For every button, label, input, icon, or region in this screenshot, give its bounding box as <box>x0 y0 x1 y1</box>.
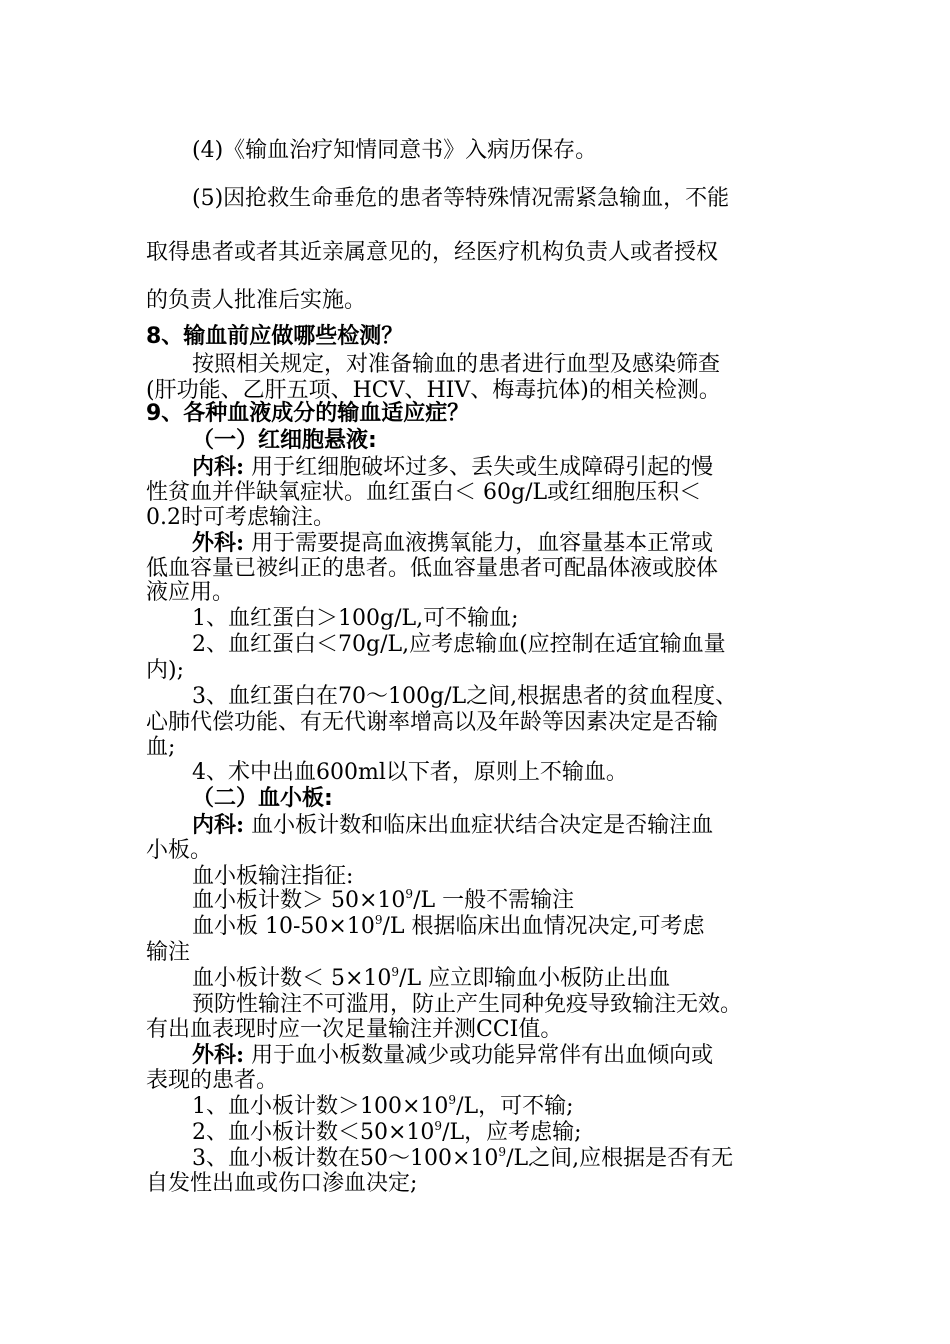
section-2-item-3-line-1: 3、血小板计数在$50\sim 100\times 10^9/L$之间,应根据是否有无 <box>192 1145 734 1171</box>
question-9-heading: 9、各种血液成分的输血适应症？ <box>146 401 470 426</box>
section-2-item-1: 1、血小板计数$>100\times 10^9/L$，可不输; <box>192 1093 574 1119</box>
section-1-heading: （一）红细胞悬液: <box>192 428 377 453</box>
paragraph-5-line-2: 取得患者或者其近亲属意见的，经医疗机构负责人或者授权 <box>146 240 719 265</box>
section-1-item-4: 4、术中出血600ml以下者，原则上不输血。 <box>192 760 628 785</box>
prevention-line-2: 有出血表现时应一次足量输注并测CCI值。 <box>146 1017 563 1042</box>
section-1-surgery-line-1: 外科: 用于需要提高血液携氧能力，血容量基本正常或 <box>192 530 714 556</box>
section-1-surgery-line-3: 液应用。 <box>146 580 235 605</box>
section-1-item-3-line-3: 血; <box>146 735 176 760</box>
paragraph-4: (4)《输血治疗知情同意书》入病历保存。 <box>192 138 598 163</box>
platelet-indication-3: 血小板计数＜ $5\times 10^9/L$ 应立即输血小板防止出血 <box>192 965 671 991</box>
section-1-item-1: 1、血红蛋白＞100g/L,可不输血; <box>192 606 519 631</box>
question-8-line-1: 按照相关规定，对准备输血的患者进行血型及感染筛查 <box>192 352 721 377</box>
internal-medicine-label: 内科: <box>192 812 245 838</box>
section-2-surgery-line-1: 外科: 用于血小板数量减少或功能异常伴有出血倾向或 <box>192 1042 714 1068</box>
surgery-label: 外科: <box>192 1042 245 1068</box>
section-2-surgery-line-2: 表现的患者。 <box>146 1068 279 1093</box>
section-1-item-3-line-1: 3、血红蛋白在70～100g/L之间,根据患者的贫血程度、 <box>192 684 738 709</box>
section-2-item-2: 2、血小板计数$<50\times 10^9/L$，应考虑输; <box>192 1119 582 1145</box>
section-1-item-2-line-1: 2、血红蛋白＜70g/L,应考虑输血(应控制在适宜输血量 <box>192 632 726 657</box>
platelet-indication-2-line-1: 血小板 $10-50\times 10^9/L$ 根据临床出血情况决定,可考虑 <box>192 913 705 939</box>
question-8-line-2: (肝功能、乙肝五项、HCV、HIV、梅毒抗体)的相关检测。 <box>146 378 721 403</box>
platelet-indication-2-line-2: 输注 <box>146 940 191 965</box>
section-1-item-2-line-2: 内); <box>146 658 184 683</box>
paragraph-5-line-3: 的负责人批准后实施。 <box>146 288 367 313</box>
internal-medicine-label: 内科: <box>192 454 245 480</box>
surgery-label: 外科: <box>192 530 245 556</box>
section-1-internal-line-3: 0.2时可考虑输注。 <box>146 505 335 530</box>
section-2-heading: （二）血小板: <box>192 786 333 811</box>
paragraph-5-line-1: (5)因抢救生命垂危的患者等特殊情况需紧急输血，不能 <box>192 186 730 211</box>
section-1-internal-line-2: 性贫血并伴缺氧症状。血红蛋白＜ 60g/L或红细胞压积＜ <box>146 480 702 505</box>
section-2-internal-line-2: 小板。 <box>146 838 213 863</box>
section-1-item-3-line-2: 心肺代偿功能、有无代谢率增高以及年龄等因素决定是否输 <box>146 710 719 735</box>
section-1-internal-line-1: 内科: 用于红细胞破坏过多、丢失或生成障碍引起的慢 <box>192 454 714 480</box>
question-8-heading: 8、输血前应做哪些检测？ <box>146 324 404 349</box>
prevention-line-1: 预防性输注不可滥用，防止产生同种免疫导致输注无效。 <box>192 992 743 1017</box>
section-1-surgery-line-2: 低血容量已被纠正的患者。低血容量患者可配晶体液或胶体 <box>146 556 719 581</box>
section-2-internal-line-1: 内科: 血小板计数和临床出血症状结合决定是否输注血 <box>192 812 714 838</box>
platelet-indication-1: 血小板计数＞ $50\times 10^9/L$ 一般不需输注 <box>192 887 575 913</box>
platelet-indication-title: 血小板输注指征: <box>192 864 354 889</box>
section-2-item-3-line-2: 自发性出血或伤口渗血决定; <box>146 1171 418 1196</box>
